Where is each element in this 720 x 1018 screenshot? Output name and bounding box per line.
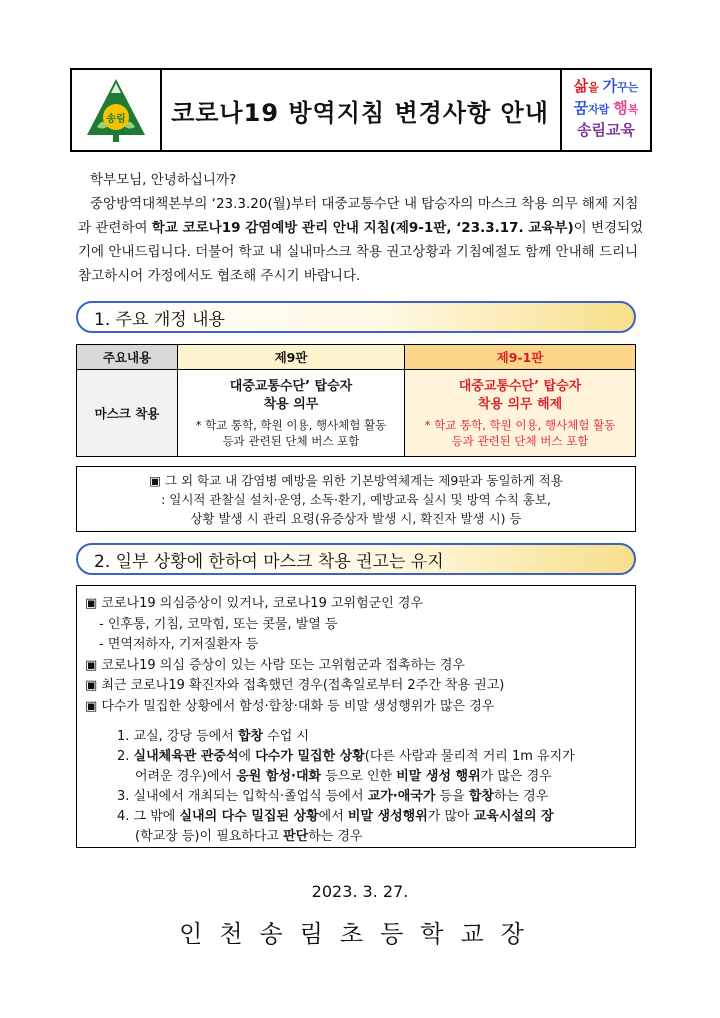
numbered-item: 2. 실내체육관 관중석에 다수가 밀집한 상황(다른 사람과 물리적 거리 1m 유지가 <box>117 749 575 764</box>
numbered-list <box>85 727 635 847</box>
intro-paragraph: 중앙방역대책본부의 ‘23.3.20(월)부터 대중교통수단 내 탑승자의 마스크 착용 의무 해제 지침과 관련하여 학교 코로나19 감염예방 관리 안내 지침(제9-1판, ‘23.3.17. 교육부)이 변경되었기에 안내드립니다. 더불어 학교 내 실내마스크 착용 권고상황과 기침예절도 함께 안내해 드리니 참고하시어 가정에서도 협조해 주시기 바랍니다. <box>78 196 644 284</box>
table-cell-v9-1: 대중교통수단’ 탑승자 착용 의무 해제 * 학교 통학, 학원 이용, 행사체험 활동 등과 관련된 단체 버스 포함 <box>405 370 636 457</box>
numbered-item: 4. 그 밖에 실내의 다수 밀집된 상황에서 비말 생성행위가 많아 교육시설의 장 <box>117 809 554 824</box>
table-header-key: 주요내용 <box>77 345 178 370</box>
note-box <box>76 466 636 532</box>
table-cell-v9: 대중교통수단’ 탑승자 착용 의무 * 학교 통학, 학원 이용, 행사체험 활동 등과 관련된 단체 버스 포함 <box>178 370 405 457</box>
tree-emblem-icon <box>85 77 147 143</box>
numbered-item-cont: (학교장 등)이 필요하다고 판단하는 경우 <box>135 829 363 844</box>
school-principal: 인천송림초등학교장 <box>179 920 541 948</box>
section-1-title: 1. 주요 개정 내용 <box>76 301 636 333</box>
comparison-table <box>76 344 636 457</box>
numbered-item: 1. 교실, 강당 등에서 합창 수업 시 <box>117 729 310 744</box>
document-date: 2023. 3. 27. <box>311 882 409 901</box>
header-box <box>70 68 652 152</box>
intro-text <box>78 168 648 288</box>
list-item: ▣ 최근 코로나19 확진자와 접촉했던 경우(접촉일로부터 2주간 착용 권고) <box>85 678 505 693</box>
list-item: ▣ 다수가 밀집한 상황에서 함성·합창·대화 등 비말 생성행위가 많은 경우 <box>85 698 495 714</box>
mask-recommendation-list <box>76 585 636 848</box>
note-line: ▣ 그 외 학교 내 감염병 예방을 위한 기본방역체계는 제9판과 동일하게 적용 <box>149 473 563 488</box>
table-header-v9-1: 제9-1판 <box>405 345 636 370</box>
section-2-title: 2. 일부 상황에 한하여 마스크 착용 권고는 유지 <box>76 543 636 575</box>
table-row-key: 마스크 착용 <box>77 370 178 457</box>
note-line: 상황 발생 시 관리 요령(유증상자 발생 시, 확진자 발생 시) 등 <box>190 511 522 526</box>
logo-text: 송림 <box>106 114 126 125</box>
numbered-item: 3. 실내에서 개최되는 입학식·졸업식 등에서 교가·애국가 등을 합창하는 경우 <box>117 789 549 804</box>
list-item: ▣ 코로나19 의심 증상이 있는 사람 또는 고위험군과 접촉하는 경우 <box>85 657 465 673</box>
note-line: : 일시적 관찰실 설치·운영, 소독·환기, 예방교육 실시 및 방역 수칙 홍보, <box>161 492 551 507</box>
list-subitem: - 인후통, 기침, 코막힘, 또는 콧물, 발열 등 <box>99 616 338 632</box>
numbered-item-cont: 어려운 경우)에서 응원 함성·대화 등으로 인한 비말 생성 행위가 많은 경우 <box>135 769 552 784</box>
greeting: 학부모님, 안녕하십니까? <box>90 172 237 188</box>
list-item: ▣ 코로나19 의심증상이 있거나, 코로나19 고위험군인 경우 <box>85 596 424 611</box>
page-title: 코로나19 방역지침 변경사항 안내 <box>171 98 549 127</box>
table-header-v9: 제9판 <box>178 345 405 370</box>
list-subitem: - 면역저하자, 기저질환자 등 <box>99 637 259 652</box>
school-logo <box>72 70 162 150</box>
school-slogan: 삶을 가꾸는 꿈자람 행복 송림교육 <box>560 70 650 150</box>
